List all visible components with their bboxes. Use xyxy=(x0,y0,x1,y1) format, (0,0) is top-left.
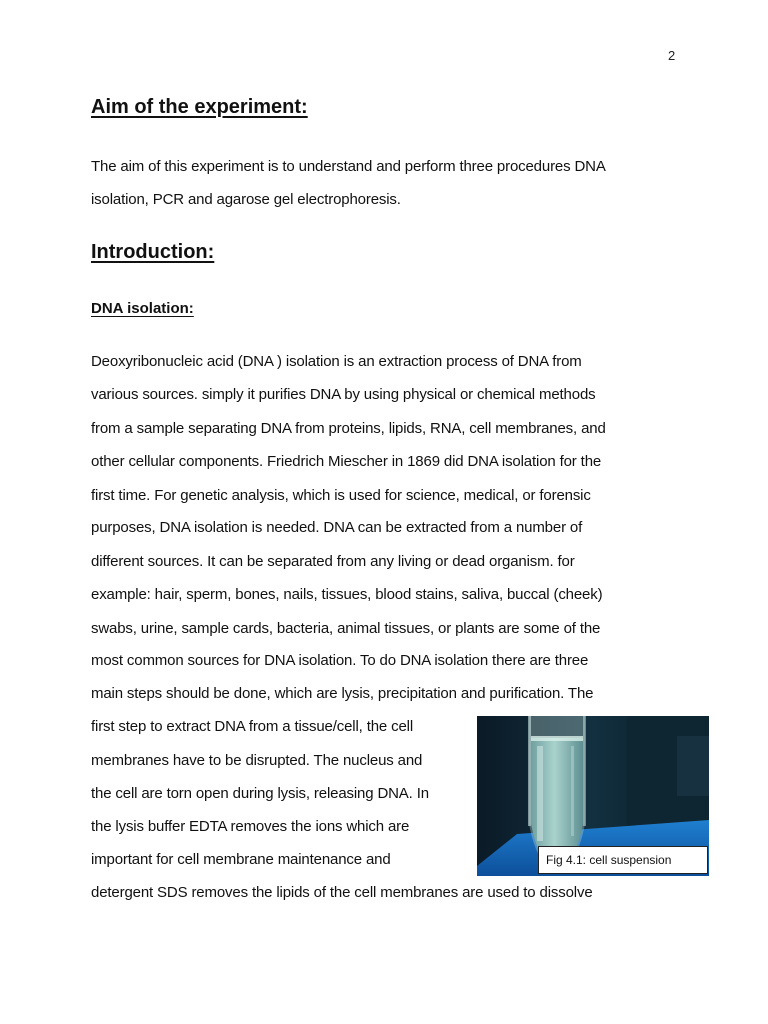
body-line: different sources. It can be separated from any living or dead organism. for xyxy=(91,553,575,570)
body-line: first time. For genetic analysis, which is used for science, medical, or forensic xyxy=(91,487,591,504)
body-line: the lysis buffer EDTA removes the ions which are xyxy=(91,818,410,835)
dna-isolation-subheading: DNA isolation: xyxy=(91,300,194,317)
page-number: 2 xyxy=(668,48,676,63)
body-line: purposes, DNA isolation is needed. DNA can be extracted from a number of xyxy=(91,519,583,536)
body-line: other cellular components. Friedrich Miescher in 1869 did DNA isolation for the xyxy=(91,453,602,470)
introduction-heading: Introduction: xyxy=(91,241,215,263)
aim-line: isolation, PCR and agarose gel electrophoresis. xyxy=(91,191,401,208)
body-line: swabs, urine, sample cards, bacteria, animal tissues, or plants are some of the xyxy=(91,620,601,637)
body-line: Deoxyribonucleic acid (DNA ) isolation is an extraction process of DNA from xyxy=(91,353,582,370)
body-line: example: hair, sperm, bones, nails, tissues, blood stains, saliva, buccal (cheek) xyxy=(91,586,603,603)
body-line: important for cell membrane maintenance and xyxy=(91,851,391,868)
body-line: various sources. simply it purifies DNA by using physical or chemical methods xyxy=(91,386,596,403)
aim-heading: Aim of the experiment: xyxy=(91,96,308,118)
body-line: detergent SDS removes the lipids of the cell membranes are used to dissolve xyxy=(91,884,593,901)
body-line: main steps should be done, which are lysis, precipitation and purification. The xyxy=(91,685,594,702)
figure-caption: Fig 4.1: cell suspension xyxy=(538,846,708,874)
body-line: from a sample separating DNA from proteins, lipids, RNA, cell membranes, and xyxy=(91,420,606,437)
aim-line: The aim of this experiment is to understand and perform three procedures DNA xyxy=(91,158,606,175)
body-line: the cell are torn open during lysis, releasing DNA. In xyxy=(91,785,429,802)
body-line: most common sources for DNA isolation. To do DNA isolation there are three xyxy=(91,652,589,669)
body-line: first step to extract DNA from a tissue/cell, the cell xyxy=(91,718,414,735)
body-line: membranes have to be disrupted. The nucleus and xyxy=(91,752,423,769)
